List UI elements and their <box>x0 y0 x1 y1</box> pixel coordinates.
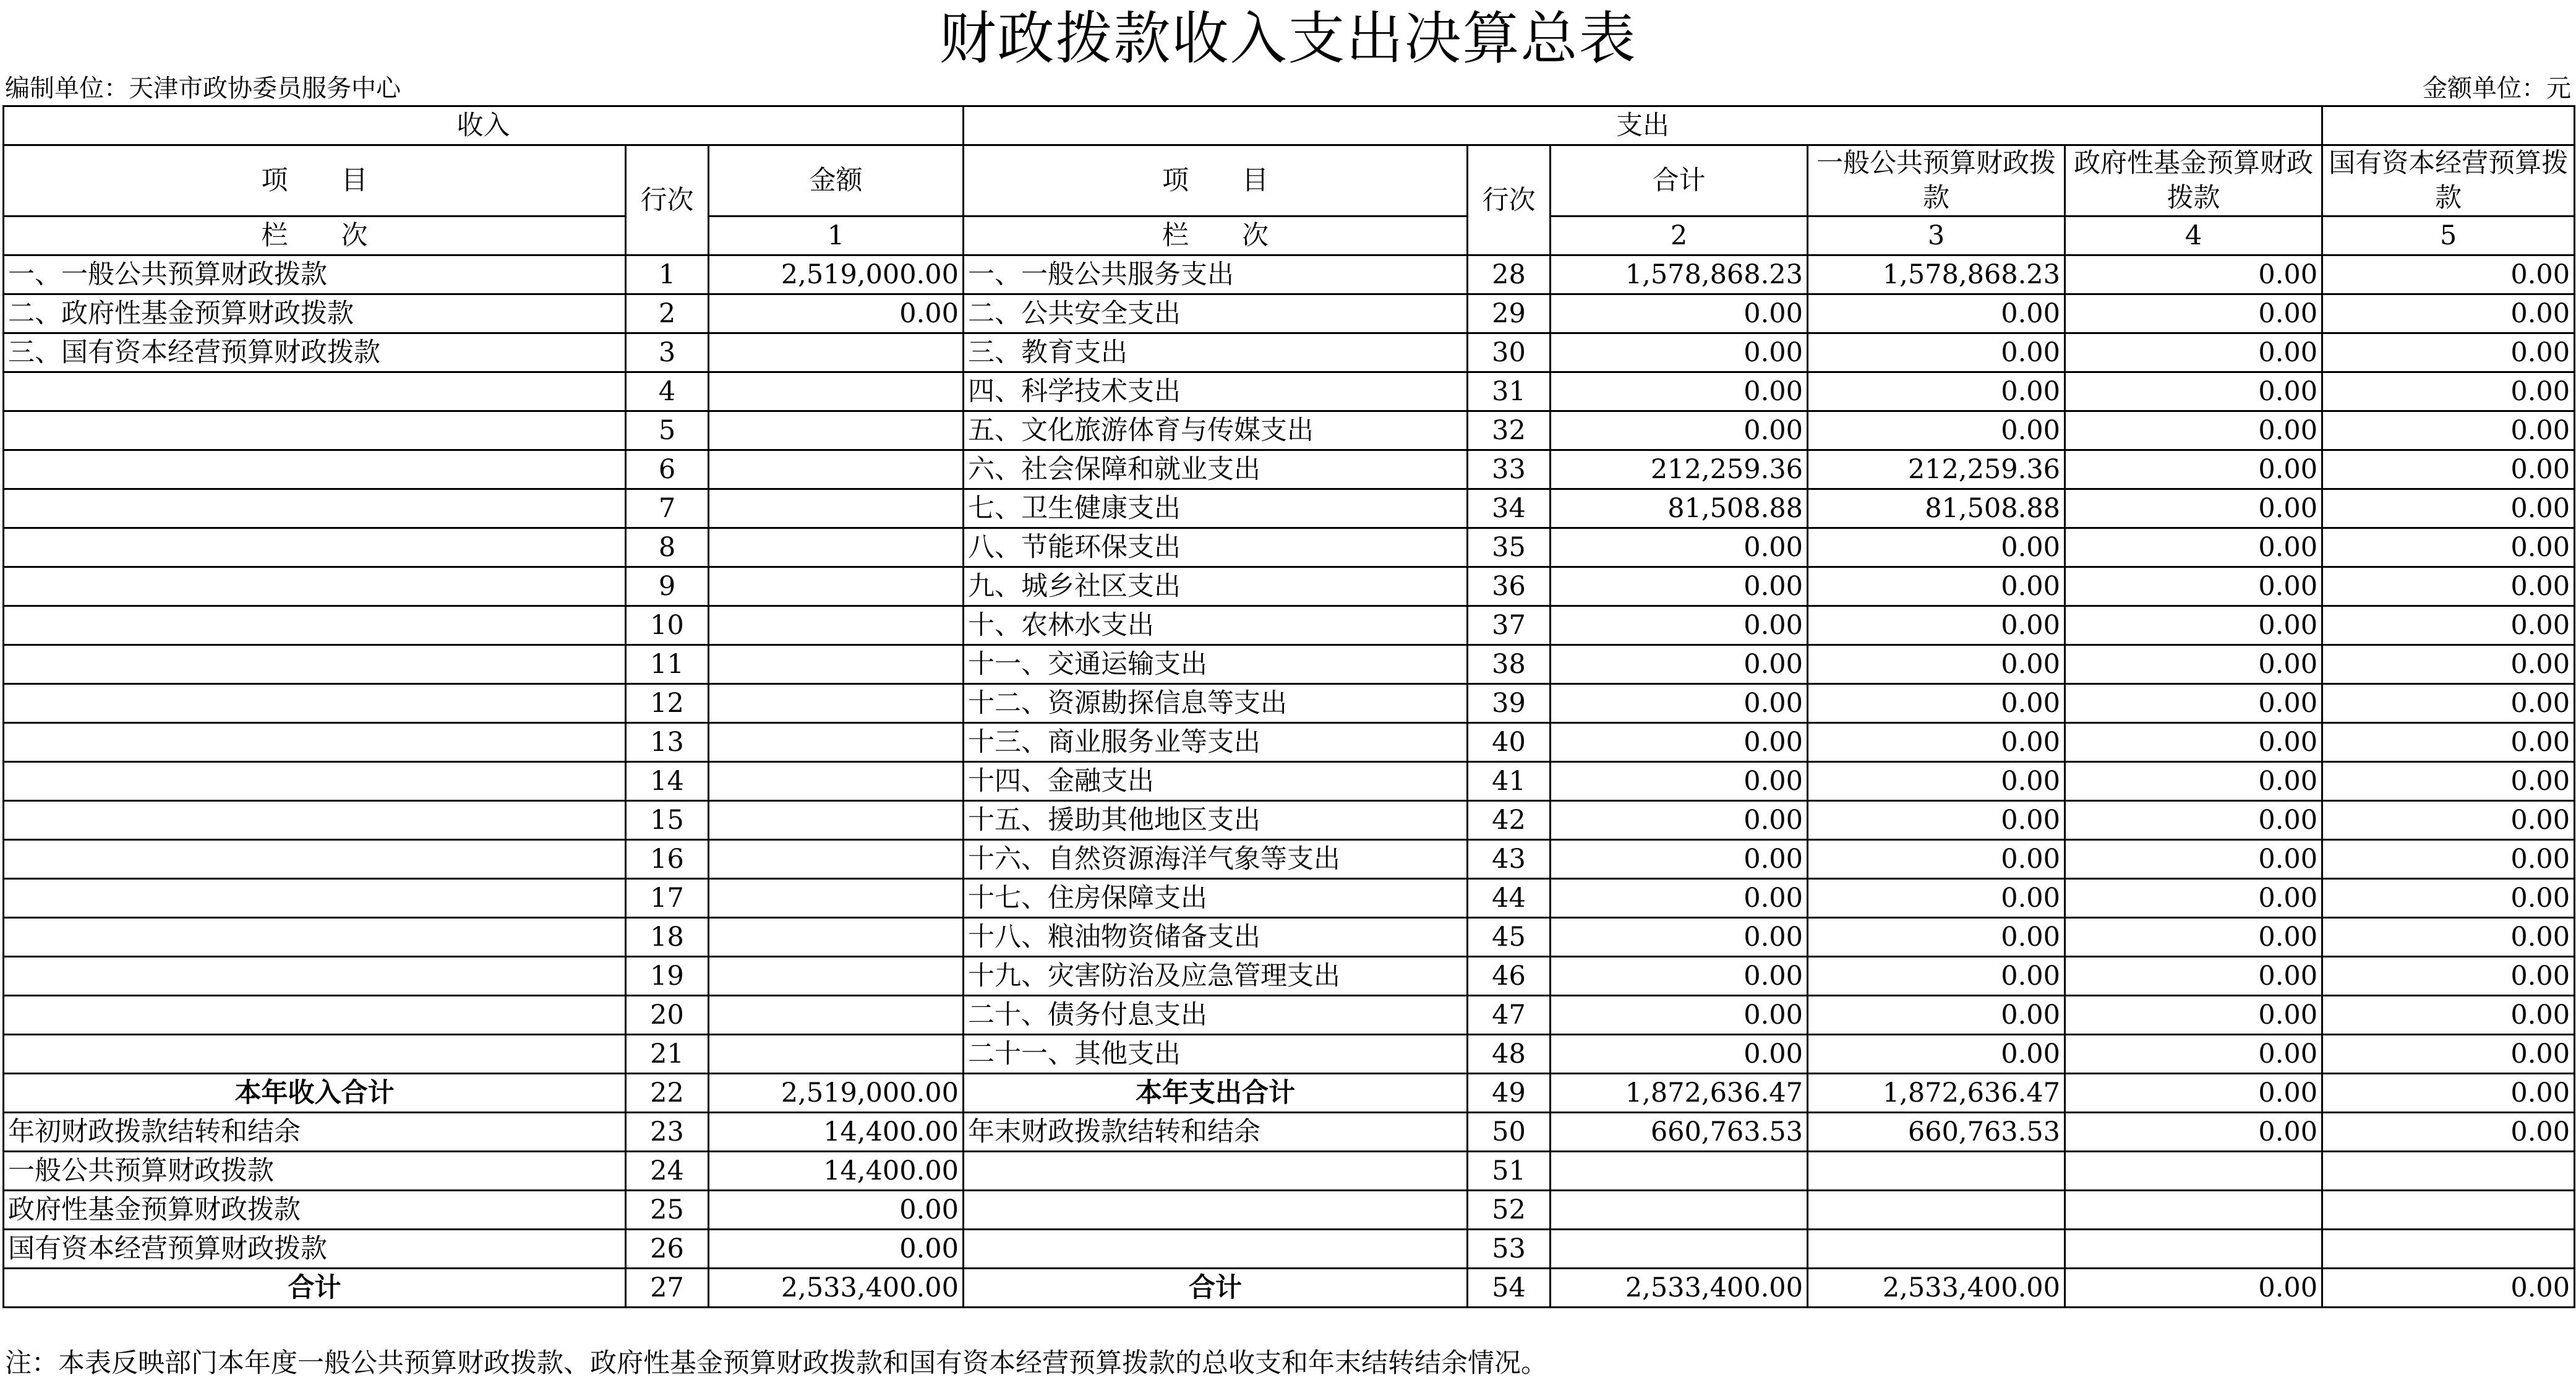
fund-budget-cell: 0.00 <box>2065 255 2322 294</box>
income-row-number: 12 <box>626 684 709 723</box>
general-budget-cell: 0.00 <box>1808 684 2065 723</box>
capital-budget-cell: 0.00 <box>2322 333 2575 372</box>
income-item-cell <box>4 684 626 723</box>
fund-budget-cell: 0.00 <box>2065 567 2322 606</box>
income-amount-cell <box>709 411 964 450</box>
table-row <box>4 801 2575 840</box>
table-row <box>4 1035 2575 1074</box>
expense-row-number: 43 <box>1468 840 1551 879</box>
expense-item-cell: 五、文化旅游体育与传媒支出 <box>964 411 1468 450</box>
column-number: 5 <box>2322 216 2575 255</box>
capital-budget-cell: 0.00 <box>2322 450 2575 489</box>
capital-budget-cell: 0.00 <box>2322 918 2575 957</box>
income-item-cell <box>4 801 626 840</box>
income-item-cell: 一、一般公共预算财政拨款 <box>4 255 626 294</box>
income-amount-cell <box>709 684 964 723</box>
column-header-row <box>4 145 2575 216</box>
income-row-number: 20 <box>626 996 709 1035</box>
income-amount-cell: 14,400.00 <box>709 1152 964 1191</box>
expense-item-cell: 六、社会保障和就业支出 <box>964 450 1468 489</box>
expense-item-cell: 八、节能环保支出 <box>964 528 1468 567</box>
income-row-number: 23 <box>626 1113 709 1152</box>
income-row-number: 1 <box>626 255 709 294</box>
fund-budget-cell: 0.00 <box>2065 1035 2322 1074</box>
income-row-number: 27 <box>626 1269 709 1308</box>
fund-budget-cell: 0.00 <box>2065 723 2322 762</box>
expense-row-number: 48 <box>1468 1035 1551 1074</box>
general-budget-cell: 0.00 <box>1808 567 2065 606</box>
income-amount-cell <box>709 606 964 645</box>
expense-total-cell <box>1551 1191 1808 1230</box>
table-row <box>4 645 2575 684</box>
expense-total-cell: 0.00 <box>1551 333 1808 372</box>
general-budget-cell: 0.00 <box>1808 645 2065 684</box>
fund-budget-cell: 0.00 <box>2065 840 2322 879</box>
income-column-label: 栏 次 <box>4 216 626 255</box>
expense-row-number: 50 <box>1468 1113 1551 1152</box>
expense-item-cell: 三、教育支出 <box>964 333 1468 372</box>
income-amount-cell <box>709 762 964 801</box>
expense-total-cell: 2,533,400.00 <box>1551 1269 1808 1308</box>
expense-row-number: 42 <box>1468 801 1551 840</box>
income-amount-cell: 0.00 <box>709 294 964 333</box>
general-budget-cell: 0.00 <box>1808 957 2065 996</box>
fund-budget-cell: 0.00 <box>2065 762 2322 801</box>
expense-total-header: 合计 <box>1551 145 1808 216</box>
income-item-cell: 合计 <box>4 1269 626 1308</box>
expense-item-cell: 本年支出合计 <box>964 1074 1468 1113</box>
general-budget-cell: 0.00 <box>1808 723 2065 762</box>
expense-row-number: 33 <box>1468 450 1551 489</box>
expense-row-number: 53 <box>1468 1230 1551 1269</box>
income-row-number: 10 <box>626 606 709 645</box>
capital-budget-cell <box>2322 1152 2575 1191</box>
capital-budget-cell: 0.00 <box>2322 1113 2575 1152</box>
income-row-number: 4 <box>626 372 709 411</box>
general-budget-cell: 0.00 <box>1808 918 2065 957</box>
income-row-number: 25 <box>626 1191 709 1230</box>
income-row-number: 13 <box>626 723 709 762</box>
expense-row-number: 40 <box>1468 723 1551 762</box>
income-amount-cell <box>709 801 964 840</box>
expense-total-cell: 0.00 <box>1551 957 1808 996</box>
income-row-number: 15 <box>626 801 709 840</box>
income-row-number: 3 <box>626 333 709 372</box>
expense-total-cell: 0.00 <box>1551 606 1808 645</box>
income-item-cell: 二、政府性基金预算财政拨款 <box>4 294 626 333</box>
general-budget-cell: 0.00 <box>1808 1035 2065 1074</box>
fund-budget-cell <box>2065 1230 2322 1269</box>
section-header-row <box>4 106 2575 145</box>
capital-budget-cell: 0.00 <box>2322 411 2575 450</box>
table-row <box>4 567 2575 606</box>
income-amount-cell <box>709 879 964 918</box>
expense-total-cell: 0.00 <box>1551 723 1808 762</box>
income-amount-cell <box>709 723 964 762</box>
expense-item-cell: 二、公共安全支出 <box>964 294 1468 333</box>
expense-row-number: 29 <box>1468 294 1551 333</box>
expense-item-cell: 十二、资源勘探信息等支出 <box>964 684 1468 723</box>
general-budget-cell: 212,259.36 <box>1808 450 2065 489</box>
fund-budget-cell: 0.00 <box>2065 450 2322 489</box>
expense-row-number: 47 <box>1468 996 1551 1035</box>
expense-column-label: 栏 次 <box>964 216 1468 255</box>
general-budget-cell: 0.00 <box>1808 528 2065 567</box>
column-number: 1 <box>709 216 964 255</box>
general-budget-cell: 0.00 <box>1808 333 2065 372</box>
expense-total-cell: 81,508.88 <box>1551 489 1808 528</box>
expense-item-cell: 四、科学技术支出 <box>964 372 1468 411</box>
general-budget-cell <box>1808 1230 2065 1269</box>
fund-budget-cell: 0.00 <box>2065 801 2322 840</box>
income-item-cell <box>4 957 626 996</box>
general-budget-cell: 0.00 <box>1808 294 2065 333</box>
page-title: 财政拨款收入支出决算总表 <box>939 6 1637 72</box>
column-number: 2 <box>1551 216 1808 255</box>
fund-budget-cell: 0.00 <box>2065 372 2322 411</box>
general-budget-cell <box>1808 1152 2065 1191</box>
income-amount-cell <box>709 1035 964 1074</box>
income-amount-cell <box>709 528 964 567</box>
income-amount-cell <box>709 996 964 1035</box>
expense-item-header: 项 目 <box>964 145 1468 216</box>
table-row <box>4 333 2575 372</box>
fund-budget-cell: 0.00 <box>2065 489 2322 528</box>
table-row <box>4 372 2575 411</box>
expense-row-number: 36 <box>1468 567 1551 606</box>
income-amount-cell <box>709 645 964 684</box>
income-amount-cell <box>709 840 964 879</box>
income-row-number: 17 <box>626 879 709 918</box>
table-row <box>4 411 2575 450</box>
expense-item-cell: 二十、债务付息支出 <box>964 996 1468 1035</box>
income-amount-header: 金额 <box>709 145 964 216</box>
column-number: 4 <box>2065 216 2322 255</box>
table-row <box>4 762 2575 801</box>
general-budget-cell: 0.00 <box>1808 606 2065 645</box>
general-budget-header: 一般公共预算财政拨款 <box>1808 145 2065 216</box>
fund-budget-cell: 0.00 <box>2065 918 2322 957</box>
expense-total-cell: 0.00 <box>1551 1035 1808 1074</box>
income-item-cell: 年初财政拨款结转和结余 <box>4 1113 626 1152</box>
expense-item-cell <box>964 1230 1468 1269</box>
table-row <box>4 1074 2575 1113</box>
table-row <box>4 294 2575 333</box>
general-budget-cell: 0.00 <box>1808 879 2065 918</box>
income-item-cell <box>4 645 626 684</box>
income-row-number: 19 <box>626 957 709 996</box>
expense-total-cell: 1,872,636.47 <box>1551 1074 1808 1113</box>
income-item-cell <box>4 918 626 957</box>
expense-row-number: 44 <box>1468 879 1551 918</box>
table-row <box>4 489 2575 528</box>
expense-item-cell: 十、农林水支出 <box>964 606 1468 645</box>
expense-item-cell: 十八、粮油物资储备支出 <box>964 918 1468 957</box>
table-row <box>4 1269 2575 1308</box>
fund-budget-cell: 0.00 <box>2065 957 2322 996</box>
expense-row-number: 54 <box>1468 1269 1551 1308</box>
fund-budget-cell: 0.00 <box>2065 1269 2322 1308</box>
table-row <box>4 918 2575 957</box>
expense-item-cell <box>964 1191 1468 1230</box>
expense-item-cell: 十四、金融支出 <box>964 762 1468 801</box>
expense-total-cell: 660,763.53 <box>1551 1113 1808 1152</box>
capital-budget-cell: 0.00 <box>2322 762 2575 801</box>
income-amount-cell: 2,519,000.00 <box>709 255 964 294</box>
income-item-cell <box>4 879 626 918</box>
income-item-cell <box>4 411 626 450</box>
income-row-number: 5 <box>626 411 709 450</box>
income-amount-cell: 2,533,400.00 <box>709 1269 964 1308</box>
capital-budget-cell: 0.00 <box>2322 645 2575 684</box>
income-row-number: 7 <box>626 489 709 528</box>
expense-row-number: 38 <box>1468 645 1551 684</box>
expense-row-number: 34 <box>1468 489 1551 528</box>
fund-budget-cell: 0.00 <box>2065 1113 2322 1152</box>
expense-row-number: 51 <box>1468 1152 1551 1191</box>
table-body <box>4 255 2575 1308</box>
general-budget-cell <box>1808 1191 2065 1230</box>
income-row-number: 2 <box>626 294 709 333</box>
general-budget-cell: 1,872,636.47 <box>1808 1074 2065 1113</box>
general-budget-cell: 1,578,868.23 <box>1808 255 2065 294</box>
expense-row-number: 28 <box>1468 255 1551 294</box>
table-row <box>4 1230 2575 1269</box>
expense-row-number: 46 <box>1468 957 1551 996</box>
income-item-cell <box>4 372 626 411</box>
expense-total-cell <box>1551 1230 1808 1269</box>
income-row-no-header: 行次 <box>626 145 709 255</box>
income-item-cell: 三、国有资本经营预算财政拨款 <box>4 333 626 372</box>
expense-total-cell: 0.00 <box>1551 372 1808 411</box>
table-row <box>4 450 2575 489</box>
expense-item-cell: 年末财政拨款结转和结余 <box>964 1113 1468 1152</box>
income-amount-cell <box>709 333 964 372</box>
income-amount-cell <box>709 918 964 957</box>
blank-header-cell <box>2322 106 2575 145</box>
income-row-number: 11 <box>626 645 709 684</box>
capital-budget-cell <box>2322 1230 2575 1269</box>
income-row-number: 16 <box>626 840 709 879</box>
table-row <box>4 996 2575 1035</box>
expense-section-header: 支出 <box>964 106 2322 145</box>
fund-budget-cell: 0.00 <box>2065 294 2322 333</box>
capital-budget-cell: 0.00 <box>2322 255 2575 294</box>
income-row-number: 26 <box>626 1230 709 1269</box>
expense-row-number: 45 <box>1468 918 1551 957</box>
expense-row-no-header: 行次 <box>1468 145 1551 255</box>
fund-budget-cell: 0.00 <box>2065 606 2322 645</box>
budget-summary-table <box>2 105 2575 1308</box>
income-item-cell: 一般公共预算财政拨款 <box>4 1152 626 1191</box>
expense-row-number: 39 <box>1468 684 1551 723</box>
expense-total-cell: 0.00 <box>1551 996 1808 1035</box>
expense-total-cell: 0.00 <box>1551 762 1808 801</box>
table-row <box>4 957 2575 996</box>
capital-budget-cell: 0.00 <box>2322 528 2575 567</box>
column-number-row <box>4 216 2575 255</box>
expense-total-cell: 0.00 <box>1551 918 1808 957</box>
general-budget-cell: 0.00 <box>1808 840 2065 879</box>
capital-budget-cell <box>2322 1191 2575 1230</box>
income-row-number: 8 <box>626 528 709 567</box>
expense-item-cell: 一、一般公共服务支出 <box>964 255 1468 294</box>
income-item-cell: 国有资本经营预算财政拨款 <box>4 1230 626 1269</box>
fund-budget-header: 政府性基金预算财政拨款 <box>2065 145 2322 216</box>
income-amount-cell <box>709 489 964 528</box>
fund-budget-cell: 0.00 <box>2065 879 2322 918</box>
table-row <box>4 1152 2575 1191</box>
table-row <box>4 1113 2575 1152</box>
fund-budget-cell: 0.00 <box>2065 411 2322 450</box>
income-row-number: 24 <box>626 1152 709 1191</box>
expense-row-number: 35 <box>1468 528 1551 567</box>
table-row <box>4 255 2575 294</box>
capital-budget-cell: 0.00 <box>2322 1074 2575 1113</box>
expense-row-number: 32 <box>1468 411 1551 450</box>
capital-budget-header: 国有资本经营预算拨款 <box>2322 145 2575 216</box>
table-row <box>4 684 2575 723</box>
capital-budget-cell: 0.00 <box>2322 489 2575 528</box>
capital-budget-cell: 0.00 <box>2322 606 2575 645</box>
capital-budget-cell: 0.00 <box>2322 723 2575 762</box>
expense-item-cell: 十三、商业服务业等支出 <box>964 723 1468 762</box>
capital-budget-cell: 0.00 <box>2322 1035 2575 1074</box>
income-amount-cell: 0.00 <box>709 1230 964 1269</box>
income-amount-cell <box>709 450 964 489</box>
income-item-cell <box>4 762 626 801</box>
capital-budget-cell: 0.00 <box>2322 1269 2575 1308</box>
expense-total-cell <box>1551 1152 1808 1191</box>
capital-budget-cell: 0.00 <box>2322 957 2575 996</box>
expense-total-cell: 0.00 <box>1551 645 1808 684</box>
income-row-number: 14 <box>626 762 709 801</box>
income-amount-cell: 14,400.00 <box>709 1113 964 1152</box>
table-row <box>4 606 2575 645</box>
fund-budget-cell: 0.00 <box>2065 684 2322 723</box>
table-row <box>4 1191 2575 1230</box>
expense-item-cell: 九、城乡社区支出 <box>964 567 1468 606</box>
capital-budget-cell: 0.00 <box>2322 684 2575 723</box>
expense-total-cell: 0.00 <box>1551 294 1808 333</box>
capital-budget-cell: 0.00 <box>2322 996 2575 1035</box>
table-row <box>4 723 2575 762</box>
income-row-number: 9 <box>626 567 709 606</box>
general-budget-cell: 0.00 <box>1808 411 2065 450</box>
fund-budget-cell: 0.00 <box>2065 528 2322 567</box>
income-item-cell <box>4 723 626 762</box>
currency-unit: 金额单位：元 <box>2423 74 2571 103</box>
fund-budget-cell: 0.00 <box>2065 996 2322 1035</box>
general-budget-cell: 0.00 <box>1808 801 2065 840</box>
footnote: 注：本表反映部门本年度一般公共预算财政拨款、政府性基金预算财政拨款和国有资本经营预算拨款的总收支和年末结转结余情况。 <box>5 1348 1547 1379</box>
general-budget-cell: 0.00 <box>1808 996 2065 1035</box>
expense-total-cell: 0.00 <box>1551 411 1808 450</box>
expense-item-cell: 七、卫生健康支出 <box>964 489 1468 528</box>
income-item-cell <box>4 606 626 645</box>
capital-budget-cell: 0.00 <box>2322 294 2575 333</box>
income-amount-cell: 0.00 <box>709 1191 964 1230</box>
income-item-cell <box>4 450 626 489</box>
general-budget-cell: 0.00 <box>1808 762 2065 801</box>
income-item-cell: 政府性基金预算财政拨款 <box>4 1191 626 1230</box>
expense-row-number: 52 <box>1468 1191 1551 1230</box>
income-amount-cell: 2,519,000.00 <box>709 1074 964 1113</box>
income-row-number: 22 <box>626 1074 709 1113</box>
expense-row-number: 49 <box>1468 1074 1551 1113</box>
expense-total-cell: 0.00 <box>1551 684 1808 723</box>
expense-item-cell: 十五、援助其他地区支出 <box>964 801 1468 840</box>
expense-item-cell: 十九、灾害防治及应急管理支出 <box>964 957 1468 996</box>
income-item-cell <box>4 1035 626 1074</box>
general-budget-cell: 0.00 <box>1808 372 2065 411</box>
income-amount-cell <box>709 957 964 996</box>
fund-budget-cell: 0.00 <box>2065 333 2322 372</box>
income-row-number: 21 <box>626 1035 709 1074</box>
income-item-cell <box>4 489 626 528</box>
income-amount-cell <box>709 372 964 411</box>
general-budget-cell: 660,763.53 <box>1808 1113 2065 1152</box>
expense-item-cell <box>964 1152 1468 1191</box>
fund-budget-cell <box>2065 1152 2322 1191</box>
income-amount-cell <box>709 567 964 606</box>
general-budget-cell: 2,533,400.00 <box>1808 1269 2065 1308</box>
expense-row-number: 37 <box>1468 606 1551 645</box>
expense-item-cell: 二十一、其他支出 <box>964 1035 1468 1074</box>
expense-total-cell: 212,259.36 <box>1551 450 1808 489</box>
capital-budget-cell: 0.00 <box>2322 879 2575 918</box>
income-item-header: 项 目 <box>4 145 626 216</box>
expense-total-cell: 1,578,868.23 <box>1551 255 1808 294</box>
income-item-cell <box>4 528 626 567</box>
expense-row-number: 30 <box>1468 333 1551 372</box>
expense-total-cell: 0.00 <box>1551 528 1808 567</box>
capital-budget-cell: 0.00 <box>2322 372 2575 411</box>
fund-budget-cell: 0.00 <box>2065 645 2322 684</box>
general-budget-cell: 81,508.88 <box>1808 489 2065 528</box>
expense-item-cell: 十一、交通运输支出 <box>964 645 1468 684</box>
capital-budget-cell: 0.00 <box>2322 567 2575 606</box>
compiling-unit: 编制单位：天津市政协委员服务中心 <box>5 74 401 103</box>
fund-budget-cell <box>2065 1191 2322 1230</box>
expense-row-number: 41 <box>1468 762 1551 801</box>
expense-total-cell: 0.00 <box>1551 840 1808 879</box>
income-section-header: 收入 <box>4 106 964 145</box>
capital-budget-cell: 0.00 <box>2322 801 2575 840</box>
fund-budget-cell: 0.00 <box>2065 1074 2322 1113</box>
expense-total-cell: 0.00 <box>1551 879 1808 918</box>
income-item-cell <box>4 840 626 879</box>
income-row-number: 6 <box>626 450 709 489</box>
income-row-number: 18 <box>626 918 709 957</box>
table-row <box>4 840 2575 879</box>
capital-budget-cell: 0.00 <box>2322 840 2575 879</box>
expense-total-cell: 0.00 <box>1551 567 1808 606</box>
expense-row-number: 31 <box>1468 372 1551 411</box>
income-item-cell <box>4 996 626 1035</box>
table-row <box>4 879 2575 918</box>
table-row <box>4 528 2575 567</box>
expense-item-cell: 合计 <box>964 1269 1468 1308</box>
expense-item-cell: 十七、住房保障支出 <box>964 879 1468 918</box>
column-number: 3 <box>1808 216 2065 255</box>
income-item-cell <box>4 567 626 606</box>
expense-item-cell: 十六、自然资源海洋气象等支出 <box>964 840 1468 879</box>
income-item-cell: 本年收入合计 <box>4 1074 626 1113</box>
expense-total-cell: 0.00 <box>1551 801 1808 840</box>
